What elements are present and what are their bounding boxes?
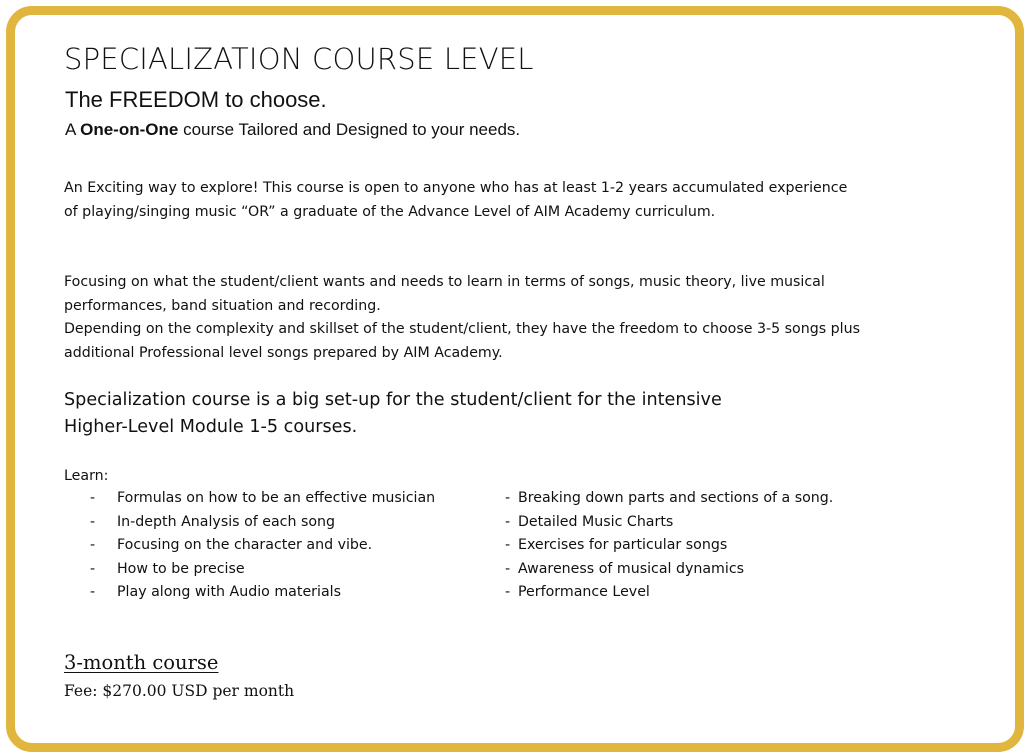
list-bullet: -: [90, 490, 96, 506]
course-fee: Fee: $270.00 USD per month: [64, 682, 295, 700]
list-item-text: Play along with Audio materials: [117, 584, 341, 600]
list-bullet: -: [505, 537, 511, 553]
tagline-suffix: course Tailored and Designed to your needs.: [178, 120, 521, 139]
tagline-bold: One-on-One: [80, 120, 179, 139]
page-title: SPECIALIZATION COURSE LEVEL: [64, 42, 534, 76]
list-bullet: -: [505, 490, 511, 506]
list-bullet: -: [90, 584, 96, 600]
list-item-text: Exercises for particular songs: [518, 537, 728, 553]
list-bullet: -: [505, 584, 511, 600]
list-item-text: Formulas on how to be an effective musician: [117, 490, 436, 506]
list-item-text: How to be precise: [117, 560, 245, 577]
list-bullet: -: [505, 560, 511, 577]
list-bullet: -: [90, 560, 96, 577]
list-item-text: Performance Level: [518, 584, 650, 600]
list-item-text: Awareness of musical dynamics: [518, 560, 745, 577]
subtitle: The FREEDOM to choose.: [65, 87, 327, 112]
list-bullet: -: [90, 537, 96, 553]
songs-paragraph: Depending on the complexity and skillset of the student/client, they have the freedom to choose 3-5 songs plus additional Professional level songs prepared by AIM Academy.: [64, 321, 860, 361]
tagline-prefix: A: [65, 120, 81, 139]
list-bullet: -: [90, 513, 96, 530]
intro-paragraph: An Exciting way to explore! This course is open to anyone who has at least 1-2 years accumulated experience of playing/singing music “OR” a graduate of the Advance Level of AIM Academy curriculum.: [64, 180, 848, 220]
list-item-text: Breaking down parts and sections of a song.: [518, 490, 834, 506]
list-item-text: Focusing on the character and vibe.: [117, 537, 373, 553]
focus-paragraph: Focusing on what the student/client wants and needs to learn in terms of songs, music theory, live musical performances, band situation and recording.: [64, 274, 825, 314]
list-item-text: In-depth Analysis of each song: [117, 513, 336, 530]
list-item-text: Detailed Music Charts: [518, 513, 674, 530]
course-duration: 3-month course: [64, 651, 219, 674]
tagline: [65, 120, 520, 140]
list-bullet: -: [505, 513, 511, 530]
learn-label: Learn:: [64, 468, 109, 484]
highlight-paragraph: Specialization course is a big set-up for the student/client for the intensive Higher-Level Module 1-5 courses.: [64, 390, 722, 437]
